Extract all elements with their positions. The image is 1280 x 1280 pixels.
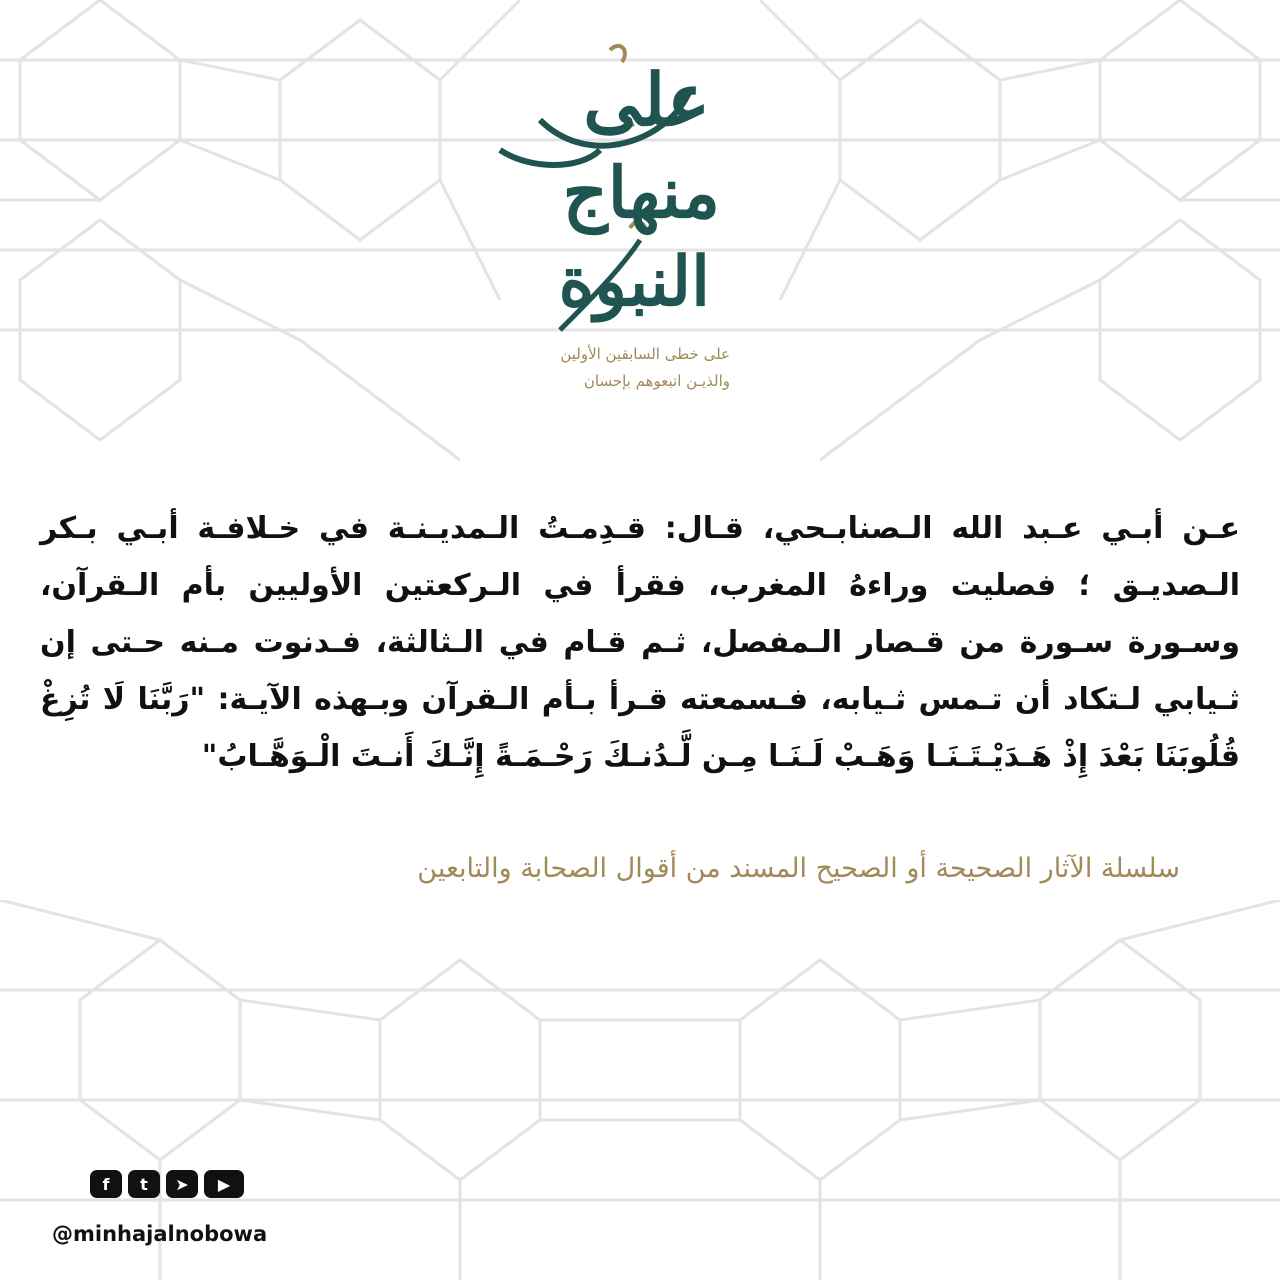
series-title: سلسلة الآثار الصحيحة أو الصحيح المسند من أقوال الصحابة والتابعين <box>417 853 1180 884</box>
logo-word-1: على <box>583 57 710 142</box>
logo-tagline-line-2: والذيـن اتبعوهم بإحسان <box>583 372 730 390</box>
telegram-icon[interactable]: ➤ <box>166 1170 198 1198</box>
facebook-icon[interactable]: f <box>90 1170 122 1198</box>
logo-tagline-line-1: على خطى السابقين الأولين <box>560 345 730 363</box>
social-handle[interactable]: @minhajalnobowa <box>52 1222 268 1246</box>
brand-logo <box>470 30 810 430</box>
logo-word-3: النبوة <box>558 242 710 322</box>
logo-word-2: منهاج <box>562 151 720 234</box>
youtube-icon[interactable]: ▶ <box>204 1170 244 1198</box>
social-icons <box>90 1170 244 1198</box>
narration-text: عـن أبـي عـبد الله الـصنابـحي، قـال: قـدِمـتُ الـمديـنـة في خـلافـة أبـي بـكر الـصديـق ؛ فصليت وراءهُ المغرب، فقرأ في الـركعتين الأوليين بأم الـقرآن، وسـورة سـورة من قـصار الـمفصل، ثـم قـام في الـثالثة، فـدنوت مـنه حـتى إن ثـيابي لـتكاد أن تـمس ثـيابه، فـسمعته قـرأ بـأم الـقرآن وبـهذه الآيـة: "رَبَّنَا لَا تُزِغْ قُلُوبَنَا بَعْدَ إِذْ هَـدَيْـتَـنَـا وَهَـبْ لَـنَـا مِـن لَّـدُنـكَ رَحْـمَـةً إِنَّـكَ أَنـتَ الْـوَهَّـابُ" <box>40 511 1240 774</box>
twitter-icon[interactable]: t <box>128 1170 160 1198</box>
